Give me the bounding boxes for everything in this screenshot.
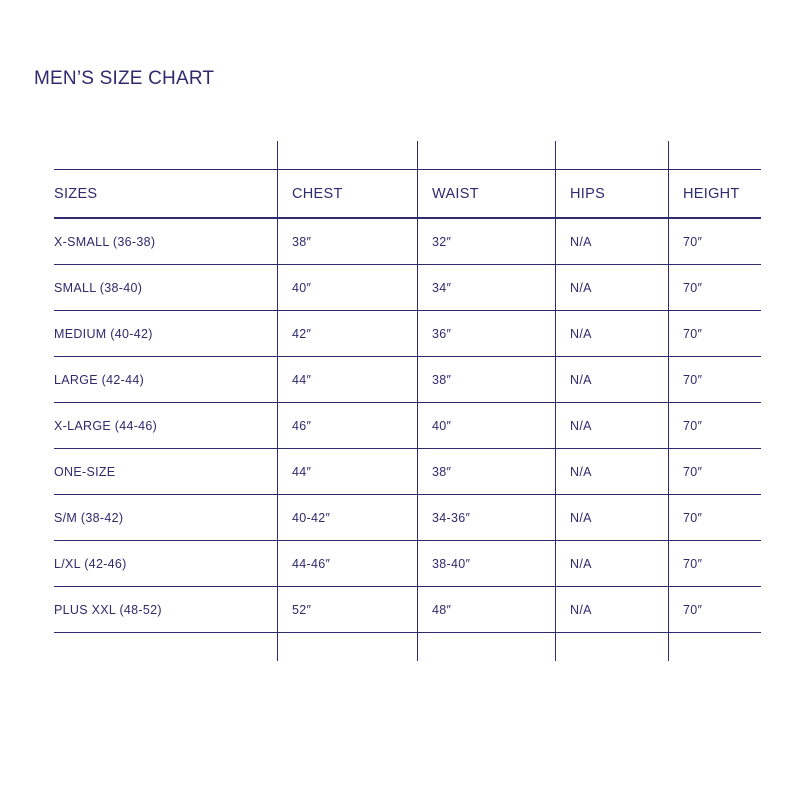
cell-waist: 38-40″ bbox=[432, 557, 471, 571]
table-row bbox=[54, 219, 761, 265]
cell-waist: 38″ bbox=[432, 465, 452, 479]
table-row bbox=[54, 495, 761, 541]
cell-chest: 46″ bbox=[292, 419, 312, 433]
cell-hips: N/A bbox=[570, 419, 592, 433]
cell-height: 70″ bbox=[683, 557, 703, 571]
table-row bbox=[54, 587, 761, 633]
cell-height: 70″ bbox=[683, 465, 703, 479]
table-row bbox=[54, 311, 761, 357]
cell-size: L/XL (42-46) bbox=[54, 557, 127, 571]
cell-height: 70″ bbox=[683, 603, 703, 617]
cell-waist: 34″ bbox=[432, 281, 452, 295]
cell-waist: 48″ bbox=[432, 603, 452, 617]
cell-height: 70″ bbox=[683, 511, 703, 525]
cell-chest: 44-46″ bbox=[292, 557, 331, 571]
cell-height: 70″ bbox=[683, 281, 703, 295]
cell-hips: N/A bbox=[570, 281, 592, 295]
cell-hips: N/A bbox=[570, 373, 592, 387]
cell-hips: N/A bbox=[570, 511, 592, 525]
cell-size: PLUS XXL (48-52) bbox=[54, 603, 162, 617]
cell-hips: N/A bbox=[570, 327, 592, 341]
cell-waist: 36″ bbox=[432, 327, 452, 341]
cell-waist: 38″ bbox=[432, 373, 452, 387]
header-chest: CHEST bbox=[292, 186, 343, 202]
cell-waist: 40″ bbox=[432, 419, 452, 433]
cell-size: X-LARGE (44-46) bbox=[54, 419, 158, 433]
cell-height: 70″ bbox=[683, 235, 703, 249]
cell-hips: N/A bbox=[570, 235, 592, 249]
cell-height: 70″ bbox=[683, 327, 703, 341]
header-hips: HIPS bbox=[570, 186, 606, 202]
header-waist: WAIST bbox=[432, 186, 479, 202]
size-chart-table bbox=[54, 141, 761, 661]
cell-size: S/M (38-42) bbox=[54, 511, 124, 525]
page-title: MEN’S SIZE CHART bbox=[34, 68, 215, 89]
cell-chest: 38″ bbox=[292, 235, 312, 249]
cell-chest: 40-42″ bbox=[292, 511, 331, 525]
table-row bbox=[54, 403, 761, 449]
cell-size: LARGE (42-44) bbox=[54, 373, 145, 387]
cell-height: 70″ bbox=[683, 373, 703, 387]
table-row bbox=[54, 265, 761, 311]
cell-size: ONE-SIZE bbox=[54, 465, 116, 479]
cell-size: MEDIUM (40-42) bbox=[54, 327, 153, 341]
cell-chest: 44″ bbox=[292, 373, 312, 387]
cell-hips: N/A bbox=[570, 603, 592, 617]
cell-waist: 32″ bbox=[432, 235, 452, 249]
header-height: HEIGHT bbox=[683, 186, 740, 202]
table-header bbox=[54, 171, 761, 217]
cell-hips: N/A bbox=[570, 465, 592, 479]
header-sizes: SIZES bbox=[54, 186, 98, 202]
table-row bbox=[54, 357, 761, 403]
cell-chest: 42″ bbox=[292, 327, 312, 341]
table-row bbox=[54, 541, 761, 587]
cell-size: X-SMALL (36-38) bbox=[54, 235, 156, 249]
cell-chest: 40″ bbox=[292, 281, 312, 295]
row-divider bbox=[54, 632, 761, 633]
cell-waist: 34-36″ bbox=[432, 511, 471, 525]
row-divider bbox=[54, 169, 761, 170]
cell-chest: 44″ bbox=[292, 465, 312, 479]
cell-height: 70″ bbox=[683, 419, 703, 433]
cell-size: SMALL (38-40) bbox=[54, 281, 143, 295]
table-row bbox=[54, 449, 761, 495]
cell-hips: N/A bbox=[570, 557, 592, 571]
cell-chest: 52″ bbox=[292, 603, 312, 617]
